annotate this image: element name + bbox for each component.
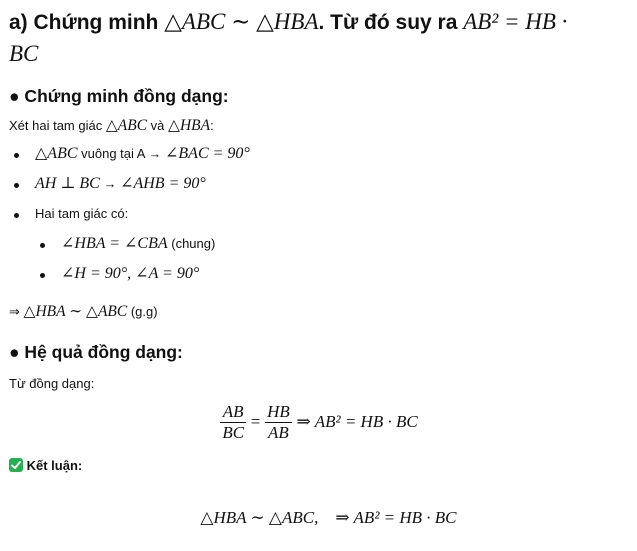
fraction-numerator: AB — [220, 402, 246, 423]
title-prefix: a) Chứng minh — [9, 11, 159, 34]
conclusion-label-row — [9, 456, 82, 476]
fraction-denominator: AB — [268, 423, 289, 442]
conclusion-label: Kết luận: — [26, 458, 83, 473]
sub-list-item — [9, 232, 250, 262]
check-icon — [9, 458, 23, 472]
intro-colon: : — [210, 118, 214, 133]
final-conclusion-math: △HBA ∼ △ABC, ⇒ AB² = HB · BC — [200, 508, 457, 527]
conclusion-math: △HBA ∼ △ABC — [23, 303, 128, 320]
equals-sign: = — [250, 411, 261, 431]
item-math-2: ∠AHB = 90° — [120, 175, 206, 192]
fraction-denominator: BC — [222, 423, 245, 442]
list-item — [9, 172, 250, 202]
title-middle: . Từ đó suy ra — [318, 11, 458, 34]
intro-triangle-1: △ABC — [105, 117, 148, 134]
intro-text: Xét hai tam giác — [9, 118, 103, 133]
item-math: △ABC — [35, 145, 78, 162]
item-math: AH ⊥ BC — [35, 175, 100, 192]
intro-triangle-2: △HBA — [168, 117, 211, 134]
ratio-result: ⇒ AB² = HB · BC — [296, 411, 418, 431]
fraction-hb-over-ab — [265, 402, 292, 443]
conclusion-arrow: ⇒ — [9, 304, 20, 319]
proof-list — [9, 142, 250, 292]
title-consequence-cont: BC — [9, 41, 39, 66]
intro-line — [9, 116, 214, 136]
title-consequence: AB² = HB · — [463, 9, 568, 34]
similarity-conclusion — [9, 302, 158, 322]
item-math-2: ∠BAC = 90° — [164, 145, 250, 162]
consequence-intro: Từ đồng dạng: — [9, 376, 95, 391]
section-heading-consequence: ● Hệ quả đồng dạng: — [9, 342, 183, 362]
part-a-title — [9, 6, 629, 70]
subitem-text: (chung) — [167, 236, 216, 251]
section-heading-similarity-proof: ● Chứng minh đồng dạng: — [9, 86, 229, 106]
title-statement: △ABC ∼ △HBA — [164, 9, 319, 34]
fraction-numerator: HB — [267, 402, 290, 421]
solution-page — [9, 0, 637, 551]
item-text: → — [99, 176, 121, 191]
item-text: vuông tại A → — [77, 146, 165, 161]
item-text: Hai tam giác có: — [35, 206, 129, 221]
list-item — [9, 202, 250, 232]
ratio-equation — [9, 402, 629, 443]
intro-and: và — [150, 118, 165, 133]
sub-list-item — [9, 262, 250, 292]
final-conclusion — [9, 488, 629, 548]
subitem-math: ∠H = 90°, ∠A = 90° — [61, 265, 200, 282]
fraction-ab-over-bc — [220, 402, 246, 443]
conclusion-text: (g.g) — [127, 304, 158, 319]
list-item — [9, 142, 250, 172]
subitem-math: ∠HBA = ∠CBA — [61, 235, 168, 252]
